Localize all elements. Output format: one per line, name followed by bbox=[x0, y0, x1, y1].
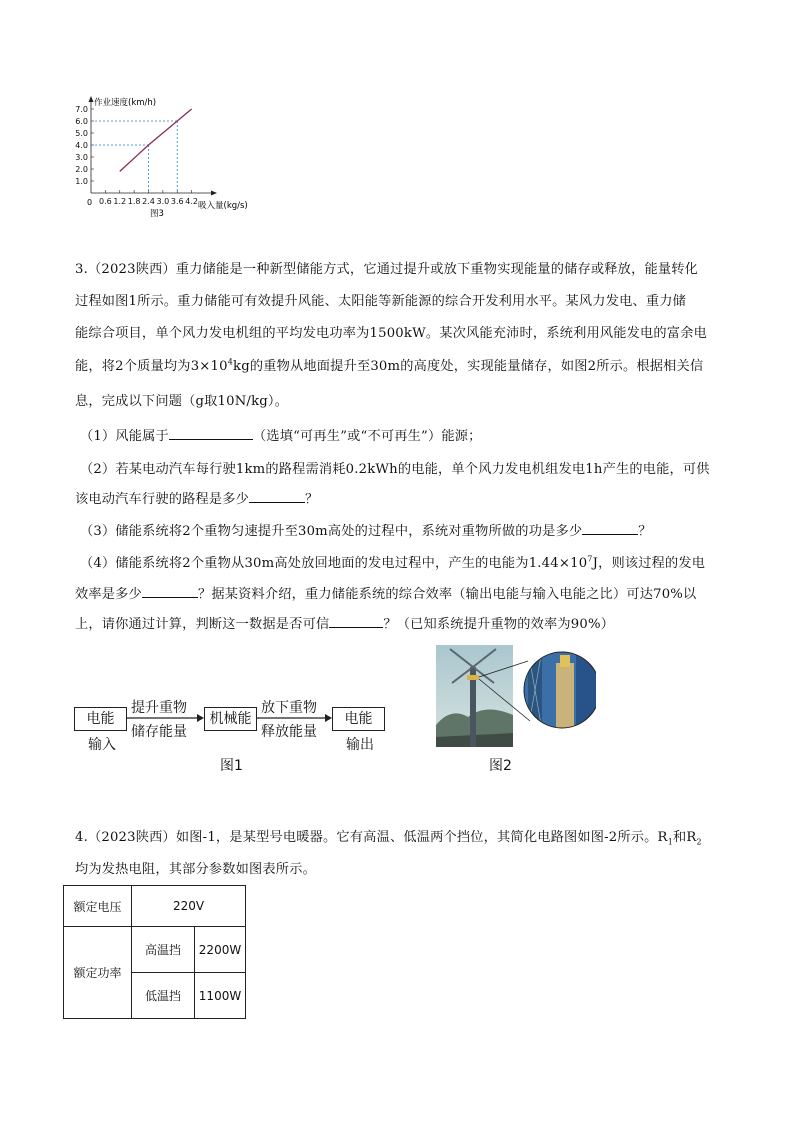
q3-part-3-a: （3）储能系统将2个重物匀速提升至30m高处的过程中，系统对重物所做的功是多少 bbox=[80, 524, 583, 539]
answer-blank-2[interactable] bbox=[249, 490, 305, 503]
arrow-right-icon bbox=[197, 714, 204, 722]
x-tick-label: 1.2 bbox=[113, 197, 127, 206]
answer-blank-3[interactable] bbox=[582, 522, 638, 535]
q3-part-4-line-2 bbox=[75, 583, 696, 602]
q3-part-2-line-2 bbox=[75, 488, 318, 507]
flow-output-label: 输出 bbox=[346, 737, 374, 753]
q3-part-3 bbox=[80, 520, 652, 539]
y-tick-label: 1.0 bbox=[75, 177, 88, 186]
q3-part-4-line-3 bbox=[75, 613, 614, 632]
q3-part-4-b: J，则该过程的发电 bbox=[592, 556, 706, 571]
x-axis-arrow-icon bbox=[211, 191, 217, 196]
x-tick-label: 3.6 bbox=[170, 197, 184, 206]
arrow-right-icon bbox=[325, 714, 332, 722]
x-tick-label: 4.2 bbox=[185, 197, 198, 206]
q3-part-4-a: （4）储能系统将2个重物从30m高处放回地面的发电过程中，产生的电能为1.44×10 bbox=[80, 556, 588, 571]
answer-blank-4[interactable] bbox=[142, 585, 198, 598]
chart-caption: 图3 bbox=[150, 209, 164, 219]
q4-line-1-and: 和R bbox=[672, 830, 697, 845]
q3-part-4-f: ？（已知系统提升重物的效率为90%） bbox=[383, 617, 615, 632]
flow-arrow1-top: 提升重物 bbox=[131, 700, 187, 716]
chart-origin: 0 bbox=[87, 198, 93, 207]
chart-xlabel: 吸入量(kg/s) bbox=[198, 201, 248, 211]
x-tick-label: 0.6 bbox=[99, 197, 112, 206]
low-temp-label: 低温挡 bbox=[132, 973, 195, 1019]
x-tick-label: 1.8 bbox=[127, 197, 141, 206]
q4-line-2: 均为发热电阻，其部分参数如图表所示。 bbox=[75, 862, 316, 877]
q3-part-4-line-1 bbox=[80, 552, 705, 571]
fig2-caption: 图2 bbox=[489, 758, 512, 774]
low-temp-value: 1100W bbox=[195, 973, 246, 1019]
q3-line-2: 过程如图1所示。重力储能可有效提升风能、太阳能等新能源的综合开发利用水平。某风力发电、重力储 bbox=[75, 294, 687, 309]
x-tick-label: 2.4 bbox=[142, 197, 155, 206]
data-line bbox=[120, 109, 192, 171]
y-tick-label: 5.0 bbox=[75, 129, 88, 138]
y-axis-arrow-icon bbox=[89, 96, 94, 102]
flow-arrows bbox=[125, 710, 335, 726]
high-temp-value: 2200W bbox=[195, 927, 246, 973]
q3-part-1 bbox=[80, 425, 482, 444]
rated-power-label: 额定功率 bbox=[64, 927, 132, 1019]
q3-part-2-b: 该电动汽车行驶的路程是多少 bbox=[75, 492, 250, 507]
fig1-caption: 图1 bbox=[220, 758, 243, 774]
speed-chart bbox=[60, 92, 270, 222]
flow-arrow1-bottom: 储存能量 bbox=[131, 724, 187, 740]
rated-voltage-value: 220V bbox=[132, 886, 246, 927]
q3-part-4-e: 上，请你通过计算，判断这一数据是否可信 bbox=[75, 617, 330, 632]
spec-table bbox=[63, 885, 246, 1019]
q3-part-2-c: ？ bbox=[305, 492, 319, 507]
high-temp-label: 高温挡 bbox=[132, 927, 195, 973]
r2-subscript: 2 bbox=[696, 837, 702, 847]
q3-line-4-a: 能，将2个质量均为3×10 bbox=[75, 359, 228, 374]
y-tick-label: 3.0 bbox=[75, 153, 88, 162]
flow-arrow2-bottom: 释放能量 bbox=[261, 724, 317, 740]
tower-photo-image bbox=[436, 645, 596, 747]
flow-arrow2-top: 放下重物 bbox=[261, 700, 317, 716]
flow-box-electric-output: 电能 bbox=[332, 707, 385, 731]
q4-line-1 bbox=[75, 826, 702, 847]
flow-box-electric-input: 电能 bbox=[74, 707, 127, 731]
answer-blank-1[interactable] bbox=[169, 427, 253, 440]
rated-voltage-label: 额定电压 bbox=[64, 886, 132, 927]
q3-part-4-c: 效率是多少 bbox=[75, 587, 142, 602]
q3-line-4-b: kg的重物从地面提升至30m的高度处，实现能量储存，如图2所示。根据相关信 bbox=[233, 359, 704, 374]
q3-line-4 bbox=[75, 355, 703, 374]
answer-blank-5[interactable] bbox=[329, 615, 383, 628]
chart-ylabel: 作业速度(km/h) bbox=[94, 98, 157, 108]
y-tick-label: 6.0 bbox=[75, 117, 88, 126]
y-tick-label: 2.0 bbox=[75, 165, 88, 174]
q3-line-4-sup: 4 bbox=[227, 357, 234, 367]
q3-line-3: 能综合项目，单个风力发电机组的平均发电功率为1500kW。某次风能充沛时，系统利用风能发电的富余电 bbox=[75, 326, 707, 341]
q3-line-5: 息，完成以下问题（g取10N/kg）。 bbox=[75, 394, 289, 409]
q3-part-2-line-1: （2）若某电动汽车每行驶1km的路程需消耗0.2kWh的电能，单个风力发电机组发电1h产生的电能，可供 bbox=[80, 462, 710, 477]
y-tick-label: 4.0 bbox=[75, 141, 88, 150]
q3-part-4-d: ？据某资料介绍，重力储能系统的综合效率（输出电能与输入电能之比）可达70%以 bbox=[197, 587, 697, 602]
q4-line-1-text: 4.（2023陕西）如图-1，是某型号电暖器。它有高温、低温两个挡位，其简化电路图如图-2所示。R bbox=[75, 830, 668, 845]
q3-part-3-b: ？ bbox=[638, 524, 652, 539]
q3-part-4-sup: 7 bbox=[587, 554, 593, 564]
y-tick-label: 7.0 bbox=[75, 105, 88, 114]
q3-part-1-a: （1）风能属于 bbox=[80, 429, 169, 444]
flow-box-mechanical: 机械能 bbox=[204, 707, 257, 731]
x-tick-label: 3.0 bbox=[156, 197, 170, 206]
flow-input-label: 输入 bbox=[88, 737, 116, 753]
r1-subscript: 1 bbox=[667, 837, 673, 847]
q3-part-1-b: （选填“可再生”或“不可再生”）能源； bbox=[252, 429, 482, 444]
q3-line-1: 3.（2023陕西）重力储能是一种新型储能方式，它通过提升或放下重物实现能量的储存或释放，能量转化 bbox=[75, 262, 699, 277]
